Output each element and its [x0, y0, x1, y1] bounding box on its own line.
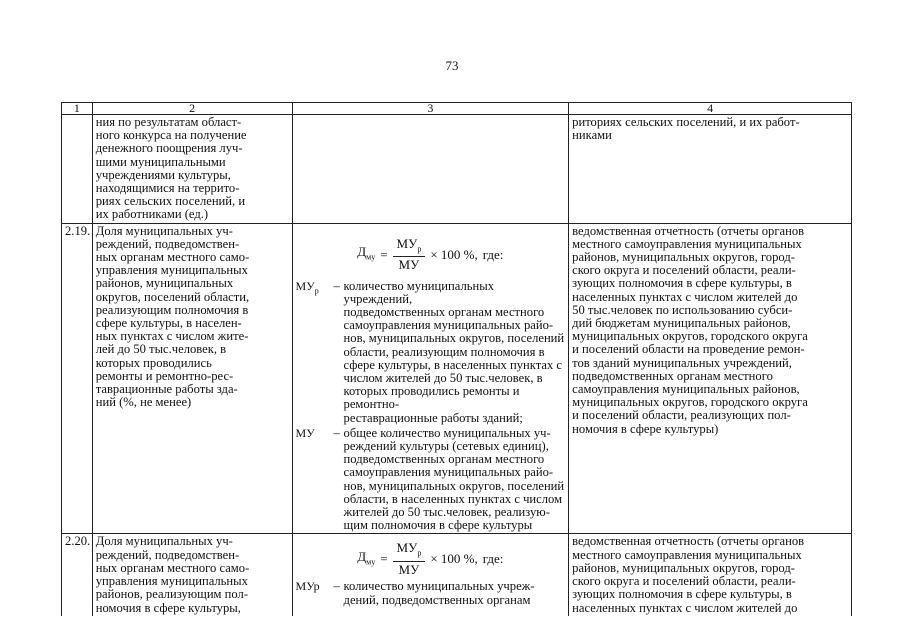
header-col-1: 1 [62, 103, 93, 115]
definition-item [296, 427, 566, 533]
row-2-19 [62, 223, 852, 534]
formula-tail: где: [482, 246, 504, 262]
definition-symbol: МУр [295, 579, 320, 594]
text-line: ных органам местного само- [95, 560, 250, 575]
text-line: районов, муниципальных округов, город- [572, 560, 795, 575]
definitions [296, 280, 566, 533]
text-line: никами [572, 128, 612, 143]
header-col-2: 2 [92, 103, 292, 115]
header-col-3: 3 [292, 103, 569, 115]
text-line: риториях сельских поселений, и их работ- [572, 115, 800, 129]
text-line: таврационные работы зда- [95, 382, 238, 397]
text-line: ведомственная отчетность (отчеты органов [572, 534, 805, 549]
text-line: риях сельских поселений, и [95, 194, 246, 209]
text-line: местного самоуправления муниципальных [572, 547, 802, 562]
text-line: подведомственных органам местного [572, 368, 773, 383]
text-line: денежного поощрения луч- [95, 141, 243, 156]
definition-symbol: МУ [295, 425, 315, 440]
definition-dash: – [333, 425, 340, 440]
text-line: ний (%, не менее) [95, 395, 192, 410]
definition-dash: – [333, 579, 340, 594]
text-line: реждений, подведомствен- [95, 547, 240, 562]
text-line: шими муниципальными [95, 154, 226, 169]
fraction-denominator: МУ [398, 257, 420, 273]
definition-item [296, 580, 566, 606]
formula-equals: = [380, 246, 388, 262]
text-line: управления муниципальных [95, 574, 248, 589]
text-line: населенных пунктах с числом жителей до [572, 289, 798, 304]
continued-row [62, 115, 852, 224]
definition-text: количество муниципальных учреж- дений, подведомственных органам [343, 579, 535, 607]
definition-dash: – [333, 278, 340, 293]
row-2-20 [62, 534, 852, 616]
text-line: ных пунктах с числом жите- [95, 329, 249, 344]
formula-tail: где: [482, 551, 504, 567]
text-line: Доля муниципальных уч- [95, 534, 233, 549]
formula-equals: = [380, 551, 388, 567]
definition-item [296, 280, 566, 425]
text-line: самоуправления муниципальных районов, [572, 382, 800, 397]
formula [296, 541, 566, 576]
text-line: муниципальных округов, городского округа [572, 395, 808, 410]
definitions [296, 580, 566, 606]
formula [296, 237, 566, 272]
text-line: 50 тыс.человек по использованию субси- [572, 302, 793, 317]
text-line: номочия в сфере культуры, [95, 600, 241, 615]
cont-formula-cell [292, 115, 569, 224]
text-line: тов зданий муниципальных учреждений, [572, 355, 792, 370]
formula-lhs: $Д_{му}$ [357, 548, 376, 567]
formula-cell [292, 534, 569, 616]
definition-text: общее количество муниципальных уч- реждений культуры (сетевых единиц), подведомственных органам местного самоуправления муниципальных райо- нов, муниципальных округов, поселений области, в населенных пунктах с числом жителей до 50 тыс.человек, реализую- щим полномочия в сфере культуры [343, 425, 565, 533]
text-line: и поселений области на проведение ремон- [572, 342, 805, 357]
text-line: ского округа и поселений области, реали- [572, 574, 796, 589]
cont-num-cell [62, 115, 93, 224]
text-line: ведомственная отчетность (отчеты органов [572, 223, 805, 238]
header-row [62, 103, 852, 115]
text-line: дий бюджетам муниципальных районов, [572, 316, 791, 331]
fraction-denominator: МУ [398, 562, 420, 578]
text-line: Доля муниципальных уч- [95, 223, 233, 238]
indicators-table [61, 102, 852, 616]
text-line: реждений, подведомствен- [95, 236, 240, 251]
text-line: населенных пунктах с числом жителей до [572, 600, 798, 615]
fraction-numerator: $МУ_р$ [393, 237, 426, 258]
text-line: которых проводились [95, 355, 212, 370]
row-number: 2.19. [62, 223, 93, 534]
header-col-4: 4 [569, 103, 852, 115]
text-line: районов, муниципальных [95, 276, 234, 291]
text-line: зующих полномочия в сфере культуры, в [572, 587, 792, 602]
text-line: реализующим полномочия в [95, 302, 249, 317]
text-line: учреждениями культуры, [95, 167, 231, 182]
definition-text: количество муниципальных учреждений, подведомственных органам местного самоуправления муниципальных райо- нов, муниципальных округов, поселений области, реализующим полномочия в сфере культуры, в населенных пунктах с числом жителей до 50 тыс.человек, в которых проводились ремонты и ремонтно- реставрационные работы зданий; [343, 278, 565, 425]
text-line: их работниками (ед.) [95, 207, 209, 222]
fraction-numerator: $МУ_р$ [393, 541, 426, 562]
text-line: номочия в сфере культуры) [572, 421, 719, 436]
text-line: лей до 50 тыс.человек, в [95, 342, 227, 357]
cont-indicator-cell [92, 115, 292, 224]
indicator-name-cell [92, 534, 292, 616]
text-line: ского округа и поселений области, реали- [572, 263, 796, 278]
formula-fraction [393, 237, 426, 272]
text-line: и поселений области, реализующих пол- [572, 408, 791, 423]
formula-multiplier: × 100 %, [430, 246, 478, 262]
source-cell [569, 223, 852, 534]
cont-source-cell [569, 115, 852, 224]
text-line: сфере культуры, в населен- [95, 316, 242, 331]
formula-fraction [393, 541, 426, 576]
row-number: 2.20. [62, 534, 93, 616]
text-line: муниципальных округов, городского округа [572, 329, 808, 344]
text-line: находящимися на террито- [95, 181, 240, 196]
text-line: ремонты и ремонтно-рес- [95, 368, 234, 383]
text-line: местного самоуправления муниципальных [572, 236, 802, 251]
text-line: районов, муниципальных округов, город- [572, 250, 795, 265]
formula-cell [292, 223, 569, 534]
source-cell [569, 534, 852, 616]
formula-multiplier: × 100 %, [430, 551, 478, 567]
definition-symbol: $МУ_р$ [295, 278, 319, 296]
indicator-name-cell [92, 223, 292, 534]
text-line: ного конкурса на получение [95, 128, 247, 143]
text-line: ных органам местного само- [95, 250, 250, 265]
text-line: управления муниципальных [95, 263, 248, 278]
text-line: районов, реализующим пол- [95, 587, 249, 602]
page-number: 73 [445, 58, 459, 73]
formula-lhs: $Д_{му}$ [357, 243, 376, 262]
text-line: ния по результатам област- [95, 115, 242, 129]
text-line: округов, поселений области, [95, 289, 250, 304]
text-line: зующих полномочия в сфере культуры, в [572, 276, 792, 291]
